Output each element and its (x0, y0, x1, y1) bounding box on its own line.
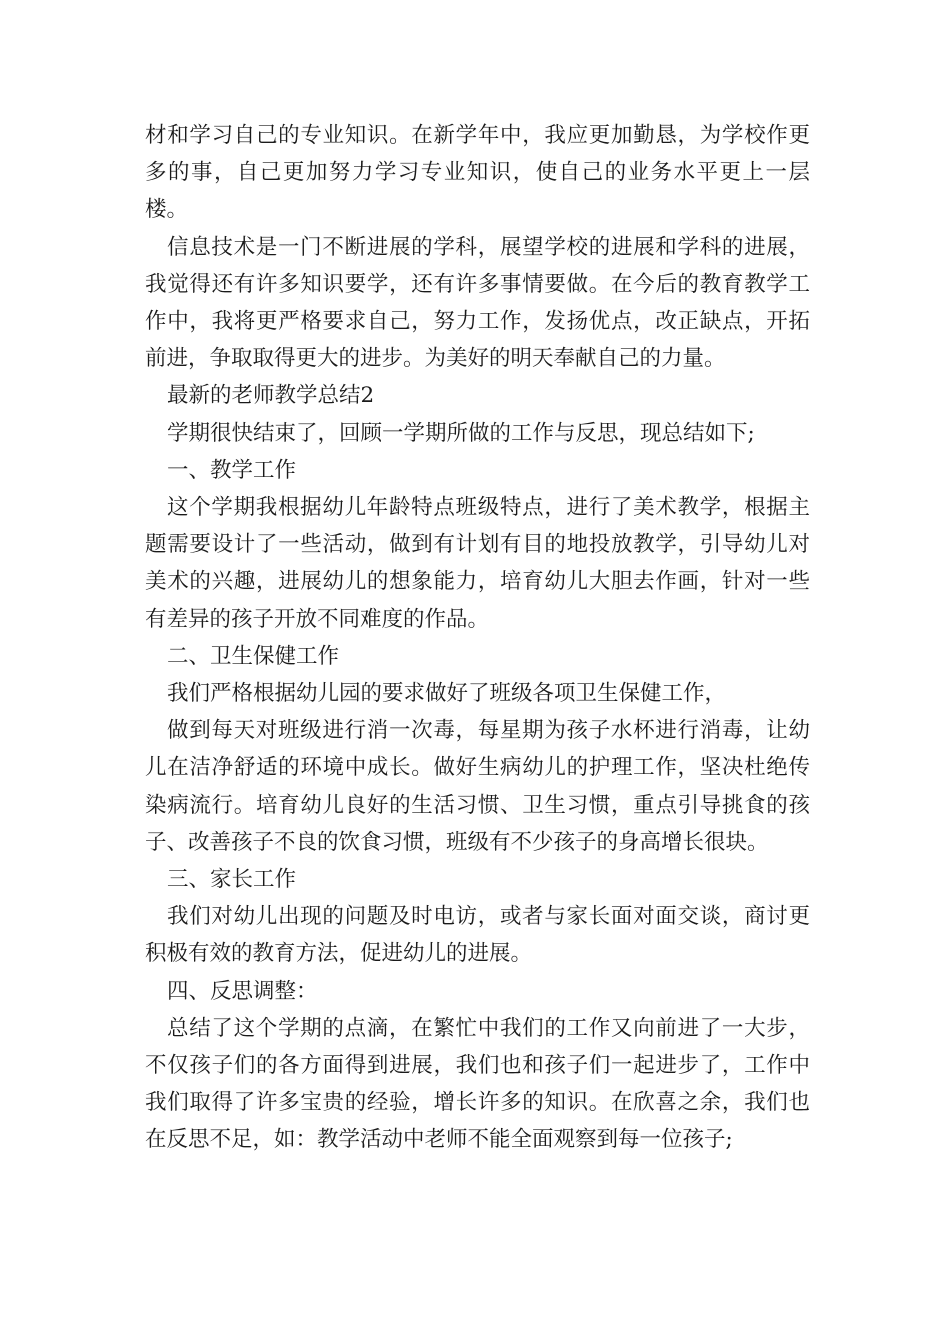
paragraph-intro: 学期很快结束了，回顾一学期所做的工作与反思，现总结如下; (167, 420, 755, 446)
document-body (145, 117, 810, 1159)
heading-health-care: 二、卫生保健工作 (167, 643, 340, 669)
paragraph-it-outlook: 信息技术是一门不断进展的学科，展望学校的进展和学科的进展，我觉得还有许多知识要学，还有许多事情要做。在今后的教育教学工作中，我将更严格要求自己，努力工作，发扬优点，改正缺点，开拓前进，争取取得更大的进步。为美好的明天奉献自己的力量。 (145, 234, 810, 372)
paragraph-health-care-details: 做到每天对班级进行消一次毒，每星期为孩子水杯进行消毒，让幼儿在洁净舒适的环境中成长。做好生病幼儿的护理工作，坚决杜绝传染病流行。培育幼儿良好的生活习惯、卫生习惯，重点引导挑食的孩子、改善孩子不良的饮食习惯，班级有不少孩子的身高增长很块。 (145, 718, 810, 855)
section-title-summary-2: 最新的老师教学总结2 (167, 383, 375, 409)
paragraph-health-care-intro: 我们严格根据幼儿园的要求做好了班级各项卫生保健工作， (167, 681, 727, 707)
heading-teaching-work: 一、教学工作 (167, 457, 297, 483)
paragraph-parent-work: 我们对幼儿出现的问题及时电访，或者与家长面对面交谈，商讨更积极有效的教育方法，促进幼儿的进展。 (145, 904, 810, 967)
paragraph-reflection: 总结了这个学期的点滴，在繁忙中我们的工作又向前进了一大步，不仅孩子们的各方面得到进展，我们也和孩子们一起进步了，工作中我们取得了许多宝贵的经验，增长许多的知识。在欣喜之余，我们也在反思不足，如：教学活动中老师不能全面观察到每一位孩子; (145, 1015, 810, 1153)
heading-reflection: 四、反思调整： (167, 978, 318, 1004)
paragraph-continuation: 材和学习自己的专业知识。在新学年中，我应更加勤恳，为学校作更多的事，自己更加努力学习专业知识，使自己的业务水平更上一层楼。 (145, 123, 810, 223)
paragraph-teaching-work: 这个学期我根据幼儿年龄特点班级特点，进行了美术教学，根据主题需要设计了一些活动，做到有计划有目的地投放教学，引导幼儿对美术的兴趣，进展幼儿的想象能力，培育幼儿大胆去作画，针对一些有差异的孩子开放不同难度的作品。 (145, 495, 810, 632)
heading-parent-work: 三、家长工作 (167, 867, 297, 893)
